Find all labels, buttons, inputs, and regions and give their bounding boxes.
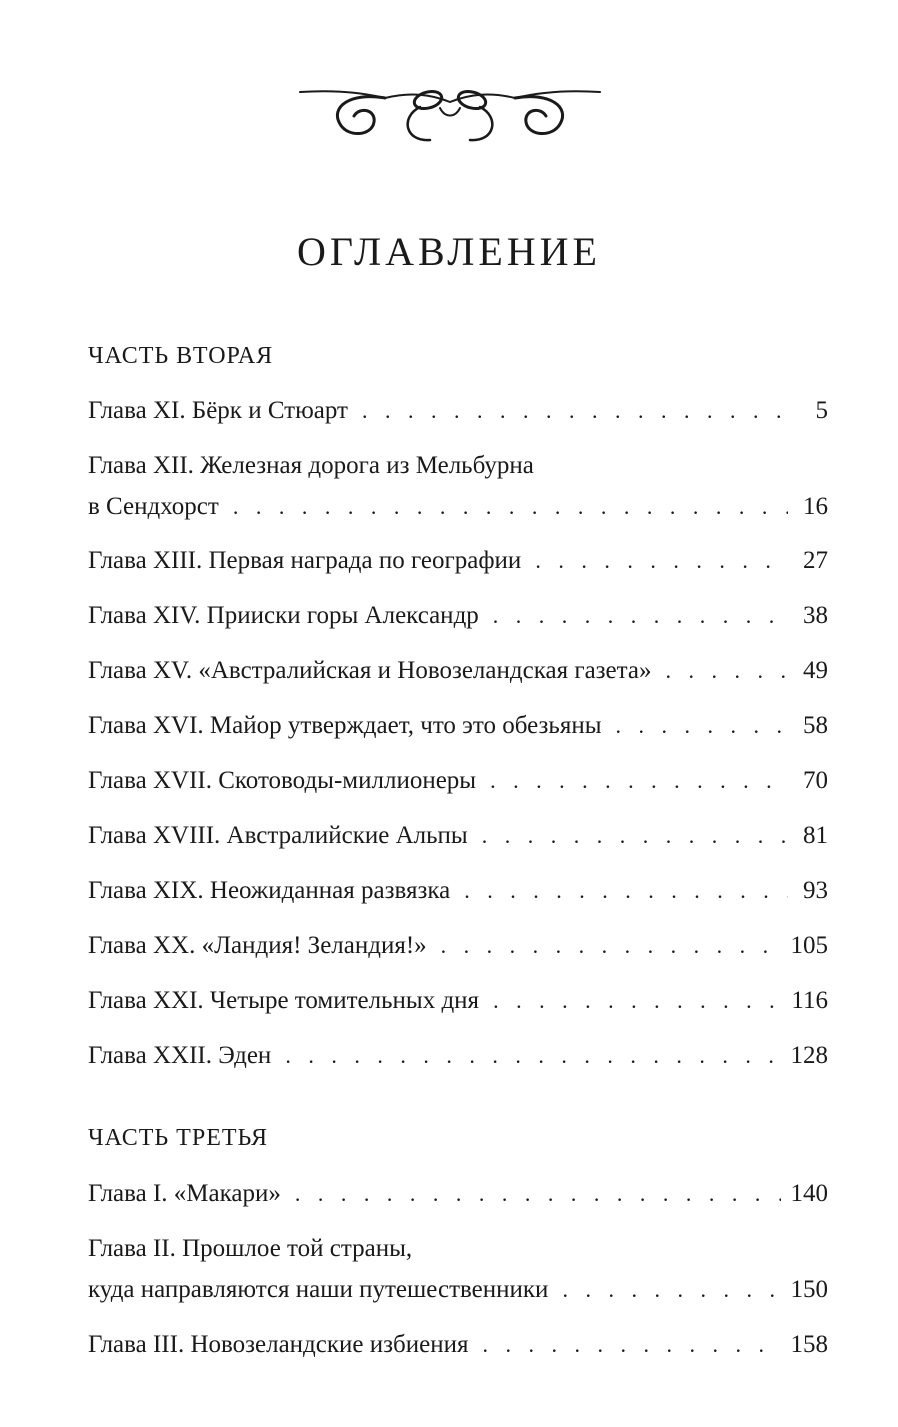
dot-leader (482, 1328, 780, 1362)
entry-title: Глава XV. «Австралийская и Новозеландская газета» (88, 657, 652, 684)
dot-leader (493, 599, 788, 633)
entry-page: 16 (803, 493, 828, 520)
dot-leader (493, 984, 781, 1018)
entry-page: 27 (803, 547, 828, 574)
entry-title: Глава XIV. Прииски горы Александр (88, 602, 479, 629)
part-heading-second: ЧАСТЬ ВТОРАЯ (88, 343, 274, 369)
entry-page: 81 (803, 822, 828, 849)
entry-title-line1: Глава II. Прошлое той страны, (88, 1235, 413, 1262)
toc-entry[interactable] (88, 819, 828, 853)
toc-entry[interactable] (88, 874, 828, 908)
toc-entry[interactable] (88, 929, 828, 963)
dot-leader (616, 709, 788, 743)
dot-leader (295, 1177, 781, 1211)
dot-leader (490, 764, 788, 798)
dot-leader (562, 1273, 780, 1307)
toc-entry[interactable] (88, 490, 828, 524)
dot-leader (482, 819, 788, 853)
entry-title: куда направляются наши путешественники (88, 1276, 549, 1303)
dot-leader (285, 1039, 780, 1073)
dot-leader (535, 544, 788, 578)
entry-title: Глава XXI. Четыре томительных дня (88, 987, 480, 1014)
toc-entry[interactable] (88, 984, 828, 1018)
toc-entry[interactable] (88, 654, 828, 688)
entry-page: 128 (790, 1042, 828, 1069)
entry-page: 158 (790, 1331, 828, 1358)
entry-title: Глава XVII. Скотоводы-миллионеры (88, 767, 477, 794)
toc-entry[interactable] (88, 1177, 828, 1211)
entry-page: 116 (791, 987, 828, 1014)
entry-page: 49 (803, 657, 828, 684)
entry-page: 70 (803, 767, 828, 794)
entry-title-line1: Глава XII. Железная дорога из Мельбурна (88, 452, 534, 479)
entry-title: Глава III. Новозеландские избиения (88, 1331, 469, 1358)
dot-leader (665, 654, 788, 688)
part-heading-third: ЧАСТЬ ТРЕТЬЯ (88, 1125, 269, 1151)
toc-entry[interactable] (88, 394, 828, 428)
toc-entry[interactable] (88, 764, 828, 798)
entry-page: 150 (790, 1276, 828, 1303)
toc-entry[interactable] (88, 709, 828, 743)
entry-title: Глава XVI. Майор утверждает, что это обезьяны (88, 712, 602, 739)
page-title: ОГЛАВЛЕНИЕ (297, 229, 601, 274)
entry-page: 105 (790, 932, 828, 959)
entry-title: Глава XVIII. Австралийские Альпы (88, 822, 468, 849)
toc-entry[interactable] (88, 599, 828, 633)
entry-page: 93 (803, 877, 828, 904)
flourish-ornament-icon (290, 62, 610, 152)
dot-leader (441, 929, 781, 963)
entry-title: в Сендхорст (88, 493, 219, 520)
entry-page: 5 (815, 397, 828, 424)
entry-title: Глава I. «Макари» (88, 1180, 281, 1207)
dot-leader (233, 490, 788, 524)
dot-leader (362, 394, 788, 428)
entry-title: Глава XX. «Ландия! Зеландия!» (88, 932, 427, 959)
entry-title: Глава XIX. Неожиданная развязка (88, 877, 451, 904)
entry-title: Глава XXII. Эден (88, 1042, 272, 1069)
entry-page: 140 (790, 1180, 828, 1207)
toc-entry[interactable] (88, 1273, 828, 1307)
toc-entry[interactable] (88, 544, 828, 578)
entry-page: 38 (803, 602, 828, 629)
toc-entry[interactable] (88, 1039, 828, 1073)
entry-title: Глава XI. Бёрк и Стюарт (88, 397, 348, 424)
entry-title: Глава XIII. Первая награда по географии (88, 547, 522, 574)
toc-entry[interactable] (88, 1328, 828, 1362)
entry-page: 58 (803, 712, 828, 739)
dot-leader (464, 874, 788, 908)
